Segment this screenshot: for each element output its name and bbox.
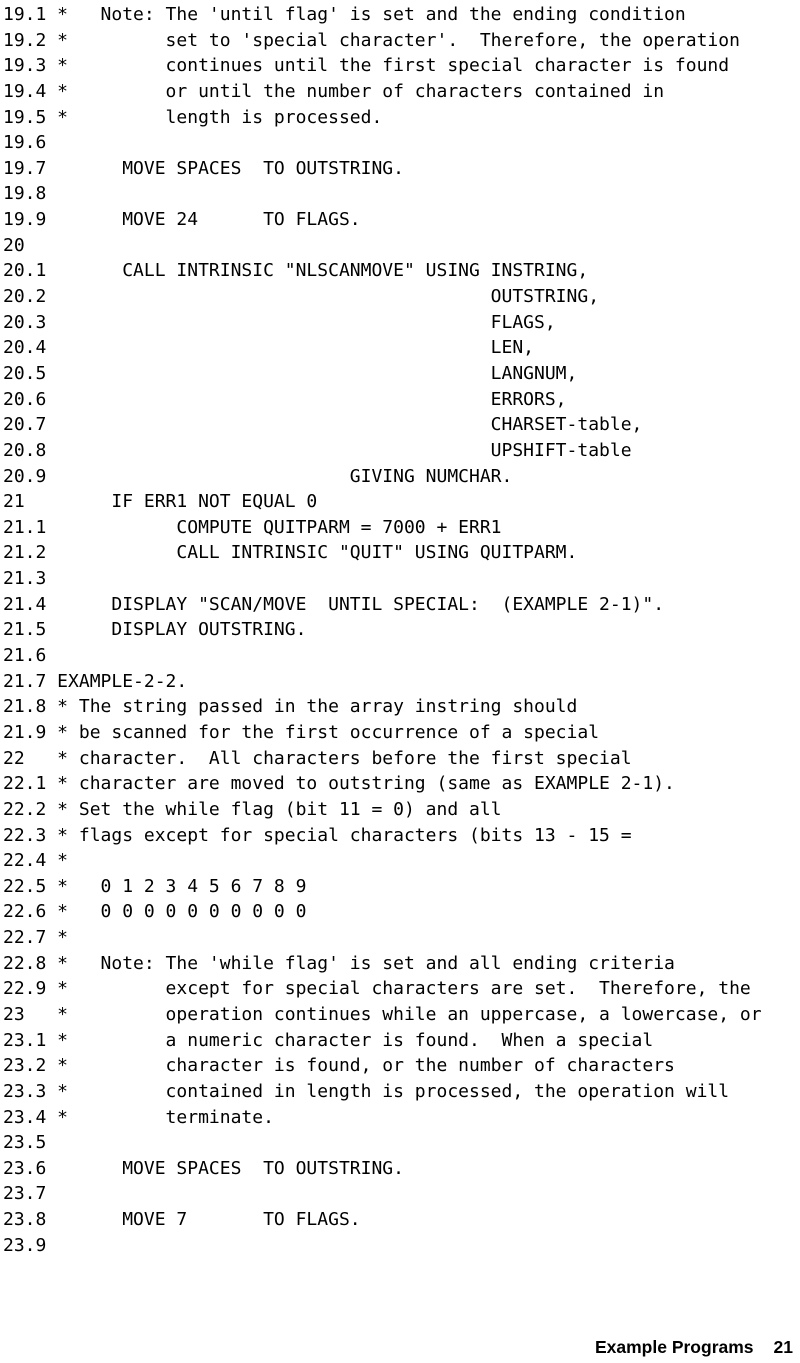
page-footer xyxy=(595,1337,793,1358)
code-line: 19.7 MOVE SPACES TO OUTSTRING. xyxy=(3,157,404,179)
code-line: 19.4 * or until the number of characters contained in xyxy=(3,80,665,102)
code-line: 20.1 CALL INTRINSIC "NLSCANMOVE" USING INSTRING, xyxy=(3,260,589,282)
code-line: 20.3 FLAGS, xyxy=(3,311,556,333)
code-line: 21.1 COMPUTE QUITPARM = 7000 + ERR1 xyxy=(3,516,502,538)
code-line: 20.8 UPSHIFT-table xyxy=(3,439,632,461)
code-line: 20 xyxy=(3,234,25,256)
code-line: 22.3 * flags except for special characters (bits 13 - 15 = xyxy=(3,824,632,846)
code-line: 23.2 * character is found, or the number of characters xyxy=(3,1055,675,1077)
code-line: 21.6 xyxy=(3,645,47,667)
code-line: 20.4 LEN, xyxy=(3,337,535,359)
code-line: 23.5 xyxy=(3,1132,47,1154)
code-line: 19.6 xyxy=(3,132,47,154)
code-line: 21.9 * be scanned for the first occurrence of a special xyxy=(3,721,600,743)
code-line: 22.2 * Set the while flag (bit 11 = 0) and all xyxy=(3,798,502,820)
code-line: 21 IF ERR1 NOT EQUAL 0 xyxy=(3,491,318,513)
code-line: 22.7 * xyxy=(3,927,69,949)
code-line: 23.9 xyxy=(3,1234,47,1256)
code-listing xyxy=(3,2,762,1258)
code-line: 20.6 ERRORS, xyxy=(3,388,567,410)
code-line: 19.5 * length is processed. xyxy=(3,106,383,128)
code-line: 21.5 DISPLAY OUTSTRING. xyxy=(3,619,307,641)
code-line: 23 * operation continues while an uppercase, a lowercase, or xyxy=(3,1003,762,1025)
code-line: 23.1 * a numeric character is found. When a special xyxy=(3,1029,654,1051)
code-line: 22.1 * character are moved to outstring (same as EXAMPLE 2-1). xyxy=(3,773,675,795)
code-line: 23.6 MOVE SPACES TO OUTSTRING. xyxy=(3,1157,404,1179)
code-line: 21.7 EXAMPLE-2-2. xyxy=(3,670,188,692)
code-line: 19.8 xyxy=(3,183,47,205)
code-line: 23.4 * terminate. xyxy=(3,1106,274,1128)
code-line: 22 * character. All characters before the first special xyxy=(3,747,632,769)
footer-section-title: Example Programs xyxy=(594,1337,754,1357)
code-line: 21.4 DISPLAY "SCAN/MOVE UNTIL SPECIAL: (EXAMPLE 2-1)". xyxy=(3,593,665,615)
code-line: 22.8 * Note: The 'while flag' is set and all ending criteria xyxy=(3,952,675,974)
code-line: 23.8 MOVE 7 TO FLAGS. xyxy=(3,1209,361,1231)
code-line: 20.9 GIVING NUMCHAR. xyxy=(3,465,513,487)
code-line: 23.7 xyxy=(3,1183,47,1205)
code-line: 19.2 * set to 'special character'. Therefore, the operation xyxy=(3,29,740,51)
code-line: 19.1 * Note: The 'until flag' is set and the ending condition xyxy=(3,4,686,25)
code-line: 21.2 CALL INTRINSIC "QUIT" USING QUITPARM. xyxy=(3,542,578,564)
code-line: 22.4 * xyxy=(3,850,69,872)
code-line: 20.7 CHARSET-table, xyxy=(3,414,643,436)
footer-page-number: 21 xyxy=(773,1337,793,1357)
code-line: 20.2 OUTSTRING, xyxy=(3,286,600,308)
code-line: 19.3 * continues until the first special character is found xyxy=(3,55,730,77)
code-line: 22.5 * 0 1 2 3 4 5 6 7 8 9 xyxy=(3,875,307,897)
code-line: 22.9 * except for special characters are set. Therefore, the xyxy=(3,978,751,1000)
code-line: 21.3 xyxy=(3,568,47,590)
code-line: 20.5 LANGNUM, xyxy=(3,362,578,384)
code-line: 19.9 MOVE 24 TO FLAGS. xyxy=(3,209,361,231)
code-line: 23.3 * contained in length is processed, the operation will xyxy=(3,1080,730,1102)
code-line: 22.6 * 0 0 0 0 0 0 0 0 0 0 xyxy=(3,901,307,923)
code-line: 21.8 * The string passed in the array instring should xyxy=(3,696,578,718)
